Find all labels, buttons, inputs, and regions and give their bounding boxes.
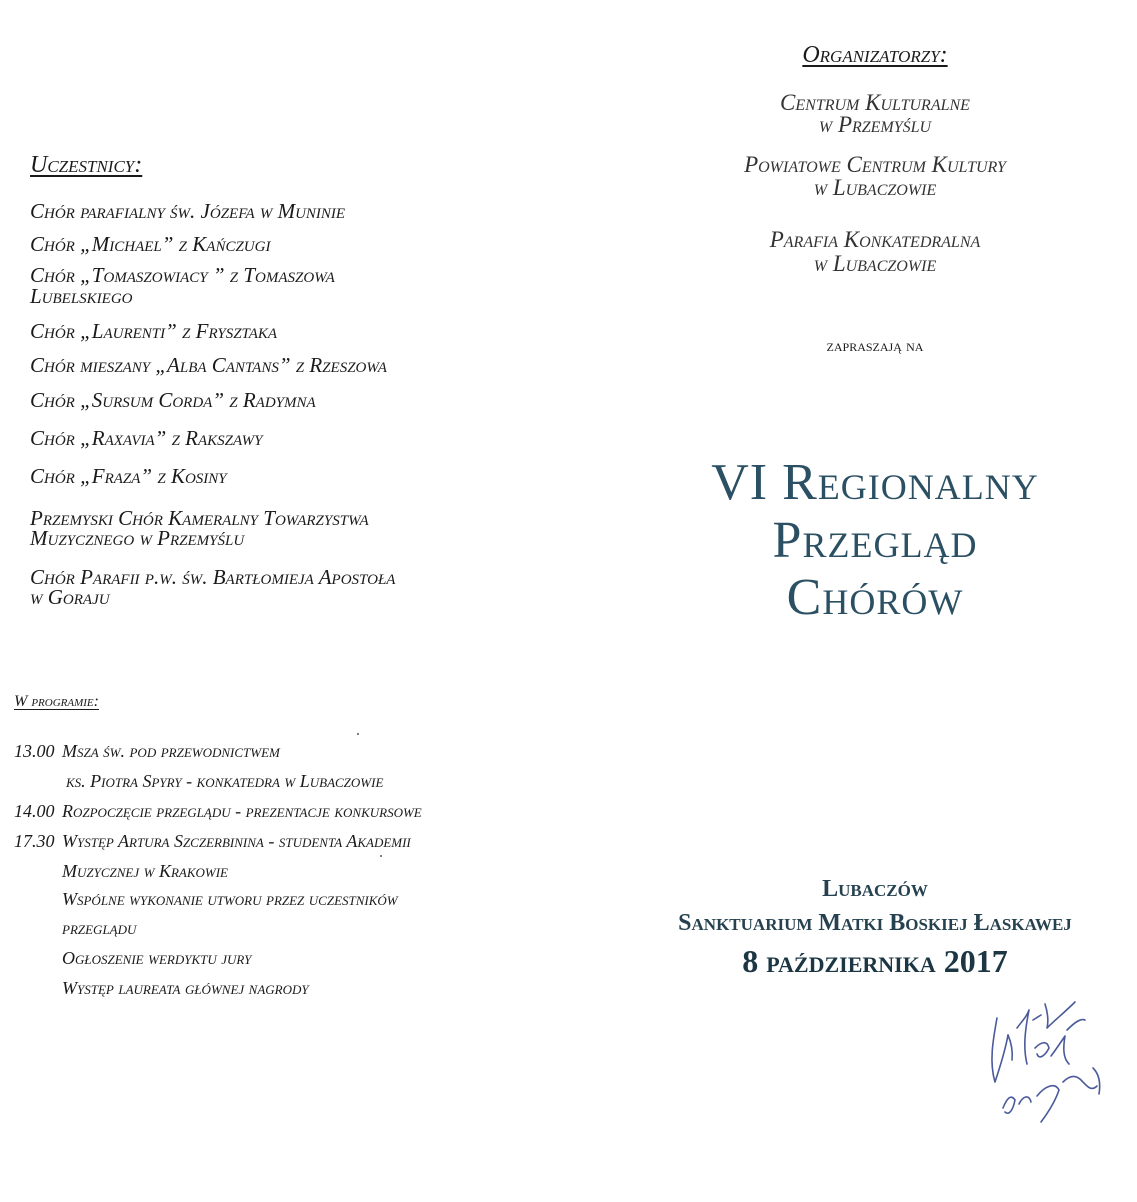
program-text: Muzycznej w Krakowie — [62, 861, 228, 881]
program-row — [14, 801, 422, 822]
participant-item: Przemyski Chór Kameralny Towarzystwa — [30, 506, 369, 530]
program-row — [14, 741, 280, 762]
participant-item: Chór „Tomaszowiacy ” z Tomaszowa — [30, 263, 335, 287]
organizer-line: w Przemyślu — [818, 112, 932, 137]
event-title-line: Chórów — [786, 569, 964, 626]
invite-text: zapraszają na — [826, 336, 924, 355]
event-title-line: Przegląd — [772, 512, 978, 569]
location-venue: Sanktuarium Matki Boskiej Łaskawej — [678, 910, 1072, 936]
program-row — [62, 918, 136, 939]
program-text: Ogłoszenie werdyktu jury — [62, 948, 252, 968]
program-row — [62, 861, 228, 882]
program-text: ks. Piotra Spyry - konkatedra w Lubaczowie — [66, 771, 384, 791]
participant-item: Muzycznego w Przemyślu — [30, 526, 245, 550]
program-heading: W programie: — [14, 693, 99, 710]
organizer-line: Centrum Kulturalne — [780, 90, 970, 115]
event-date: 8 października 2017 — [742, 943, 1008, 979]
program-row — [62, 889, 398, 910]
participant-item: Chór parafialny św. Józefa w Muninie — [30, 199, 346, 223]
participant-item: Chór „Fraza” z Kosiny — [30, 464, 227, 488]
program-time: 14.00 — [14, 801, 55, 821]
organizer-line: Parafia Konkatedralna — [769, 227, 981, 252]
participant-item: Lubelskiego — [30, 284, 133, 308]
scan-speck — [380, 855, 382, 857]
participant-item: Chór „Michael” z Kańczugi — [30, 232, 271, 256]
program-row — [14, 831, 411, 852]
organizer-line: w Lubaczowie — [813, 175, 937, 200]
organizers-heading: Organizatorzy: — [802, 42, 948, 68]
participant-item: Chór „Laurenti” z Frysztaka — [30, 319, 278, 343]
event-title-line: VI Regionalny — [711, 454, 1039, 511]
program-text: przeglądu — [62, 918, 137, 938]
signature-image — [975, 990, 1125, 1130]
program-text: Występ Artura Szczerbinina - studenta Akademii — [62, 831, 411, 851]
participant-item: w Goraju — [30, 585, 110, 609]
participant-item: Chór „Raxavia” z Rakszawy — [30, 426, 263, 450]
organizer-line: Powiatowe Centrum Kultury — [744, 152, 1006, 177]
program-text: Msza św. pod przewodnictwem — [62, 741, 280, 761]
program-time: 13.00 — [14, 741, 55, 761]
participant-item: Chór Parafii p.w. św. Bartłomieja Apostoła — [30, 565, 396, 589]
program-row — [62, 948, 251, 969]
program-row — [62, 771, 383, 792]
program-row — [62, 978, 309, 999]
location-city: Lubaczów — [822, 876, 928, 902]
participants-heading: Uczestnicy: — [30, 152, 143, 178]
program-time: 17.30 — [14, 831, 55, 851]
program-text: Wspólne wykonanie utworu przez uczestników — [62, 889, 398, 909]
participant-item: Chór „Sursum Corda” z Radymna — [30, 388, 316, 412]
scan-speck — [357, 733, 359, 735]
participant-item: Chór mieszany „Alba Cantans” z Rzeszowa — [30, 353, 387, 377]
program-text: Występ laureata głównej nagrody — [62, 978, 309, 998]
program-text: Rozpoczęcie przeglądu - prezentacje konkursowe — [62, 801, 422, 821]
organizer-line: w Lubaczowie — [813, 251, 937, 276]
